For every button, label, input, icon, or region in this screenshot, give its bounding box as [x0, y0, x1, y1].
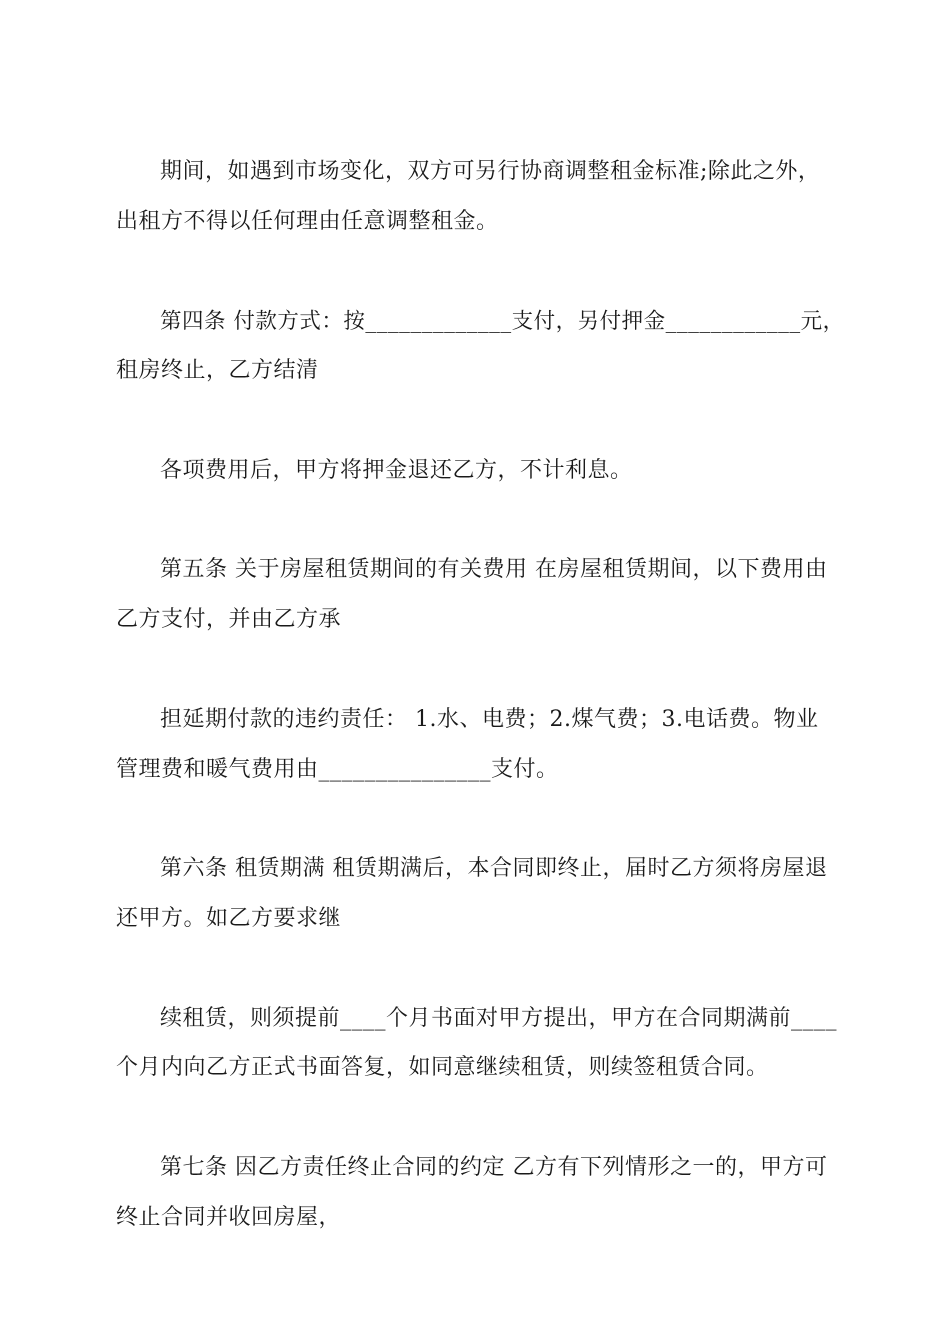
text-line: 乙方支付，并由乙方承: [116, 607, 342, 632]
text-line: 第五条 关于房屋租赁期间的有关费用 在房屋租赁期间，以下费用由: [160, 557, 828, 582]
text-line: 期间，如遇到市场变化，双方可另行协商调整租金标准;除此之外，: [160, 159, 821, 184]
text-line: 终止合同并收回房屋，: [116, 1205, 342, 1230]
text-line: 个月内向乙方正式书面答复，如同意继续租赁，则续签租赁合同。: [116, 1055, 769, 1080]
text-line: 还甲方。如乙方要求继: [116, 906, 342, 931]
text-line: 第四条 付款方式：按_____________支付，另付押金____________元，: [160, 309, 845, 334]
text-line: 出租方不得以任何理由任意调整租金。: [116, 209, 499, 234]
text-line: 租房终止，乙方结清: [116, 358, 319, 383]
text-line: 各项费用后，甲方将押金退还乙方，不计利息。: [160, 458, 633, 483]
text-line: 第六条 租赁期满 租赁期满后，本合同即终止，届时乙方须将房屋退: [160, 856, 828, 881]
text-line: 担延期付款的违约责任： 1.水、电费；2.煤气费；3.电话费。物业: [160, 707, 819, 732]
text-line: 第七条 因乙方责任终止合同的约定 乙方有下列情形之一的，甲方可: [160, 1155, 828, 1180]
text-line: 续租赁，则须提前____个月书面对甲方提出，甲方在合同期满前____: [160, 1006, 838, 1031]
text-line: 管理费和暖气费用由_______________支付。: [116, 757, 559, 782]
